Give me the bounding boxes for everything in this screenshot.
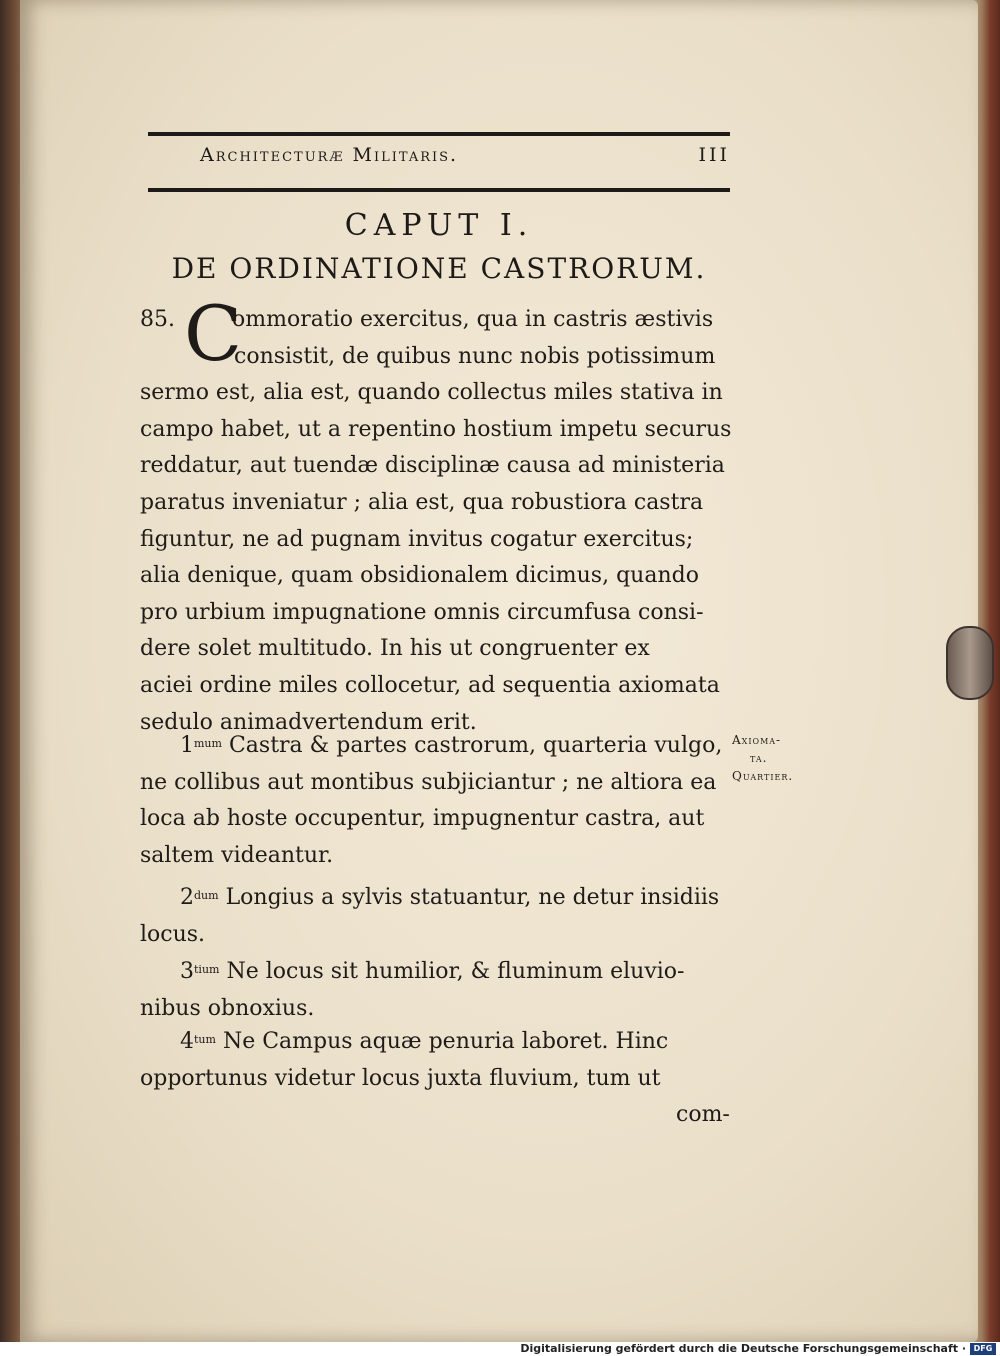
page-number: III [698, 144, 730, 166]
paragraph-85 [140, 289, 732, 741]
drop-cap: C [184, 289, 243, 378]
text-line: nibus obnoxius. [140, 995, 315, 1021]
text-line: sedulo animadvertendum erit. [140, 709, 477, 735]
text-line: sermo est, alia est, quando collectus miles stativa in [140, 380, 723, 406]
axiom-ordinal: 2 [180, 885, 194, 910]
paragraph-number: 85. [140, 307, 175, 332]
axiom-text: Longius a sylvis statuantur, ne detur insidiis [225, 885, 720, 910]
text-line: locus. [140, 921, 206, 947]
text-line: reddatur, aut tuendæ disciplinæ causa ad ministeria [140, 453, 725, 479]
margin-note-axiomata-end: ta. [750, 751, 768, 765]
ordinal-suffix: tium [194, 963, 220, 976]
ordinal-suffix: mum [194, 737, 222, 750]
chapter-subtitle: DE ORDINATIONE CASTRORUM. [171, 252, 707, 285]
axiom-1 [140, 728, 725, 874]
axiom-text: Ne Campus aquæ penuria laboret. Hinc [222, 1029, 669, 1054]
axiom-3 [140, 954, 725, 1027]
text-line: dere solet multitudo. In his ut congruenter ex [140, 636, 650, 662]
text-line: campo habet, ut a repentino hostium impetu securus [140, 416, 732, 442]
text-line: aciei ordine miles collocetur, ad sequentia axiomata [140, 672, 720, 698]
chapter-title: CAPUT I. [344, 208, 534, 243]
margin-note-quartier: Quartier. [732, 769, 794, 783]
ordinal-suffix: dum [194, 889, 219, 902]
text-line: alia denique, quam obsidionalem dicimus, quando [140, 563, 699, 589]
funding-notice: Digitalisierung gefördert durch die Deutsche Forschungsgemeinschaft · [520, 1342, 966, 1355]
text-line: opportunus videtur locus juxta fluvium, tum ut [140, 1065, 661, 1091]
axiom-text: Castra & partes castrorum, quarteria vulgo, [228, 733, 723, 758]
text-line: paratus inveniatur ; alia est, qua robustiora castra [140, 489, 704, 515]
text-line: ommoratio exercitus, qua in castris æstivis [232, 307, 714, 332]
axiom-text: Ne locus sit humilior, & fluminum eluvio- [226, 959, 685, 984]
running-header [148, 132, 730, 192]
axiom-ordinal: 1 [180, 733, 194, 758]
text-line: ne collibus aut montibus subjiciantur ; ne altiora ea [140, 769, 717, 795]
ordinal-suffix: tum [194, 1033, 216, 1046]
text-line: consistit, de quibus nunc nobis potissimum [234, 343, 716, 369]
dfg-logo: DFG [970, 1343, 996, 1355]
text-line [140, 954, 725, 991]
footer-bar [0, 1342, 1000, 1356]
text-line [140, 880, 725, 917]
text-line: pro urbium impugnatione omnis circumfusa consi- [140, 599, 704, 625]
axiom-4 [140, 1024, 725, 1097]
page-clip [946, 626, 994, 700]
axiom-ordinal: 4 [180, 1029, 194, 1054]
text-line [140, 1024, 725, 1061]
margin-note-axiomata: Axioma- [732, 733, 782, 747]
text-line [140, 728, 725, 765]
axiom-2 [140, 880, 725, 953]
axiom-ordinal: 3 [180, 959, 194, 984]
running-title: Architecturæ Militaris. [200, 144, 459, 166]
text-line: loca ab hoste occupentur, impugnentur castra, aut [140, 806, 705, 832]
catchword: com- [676, 1102, 730, 1127]
text-line: saltem videantur. [140, 842, 334, 868]
text-line: figuntur, ne ad pugnam invitus cogatur exercitus; [140, 526, 694, 552]
